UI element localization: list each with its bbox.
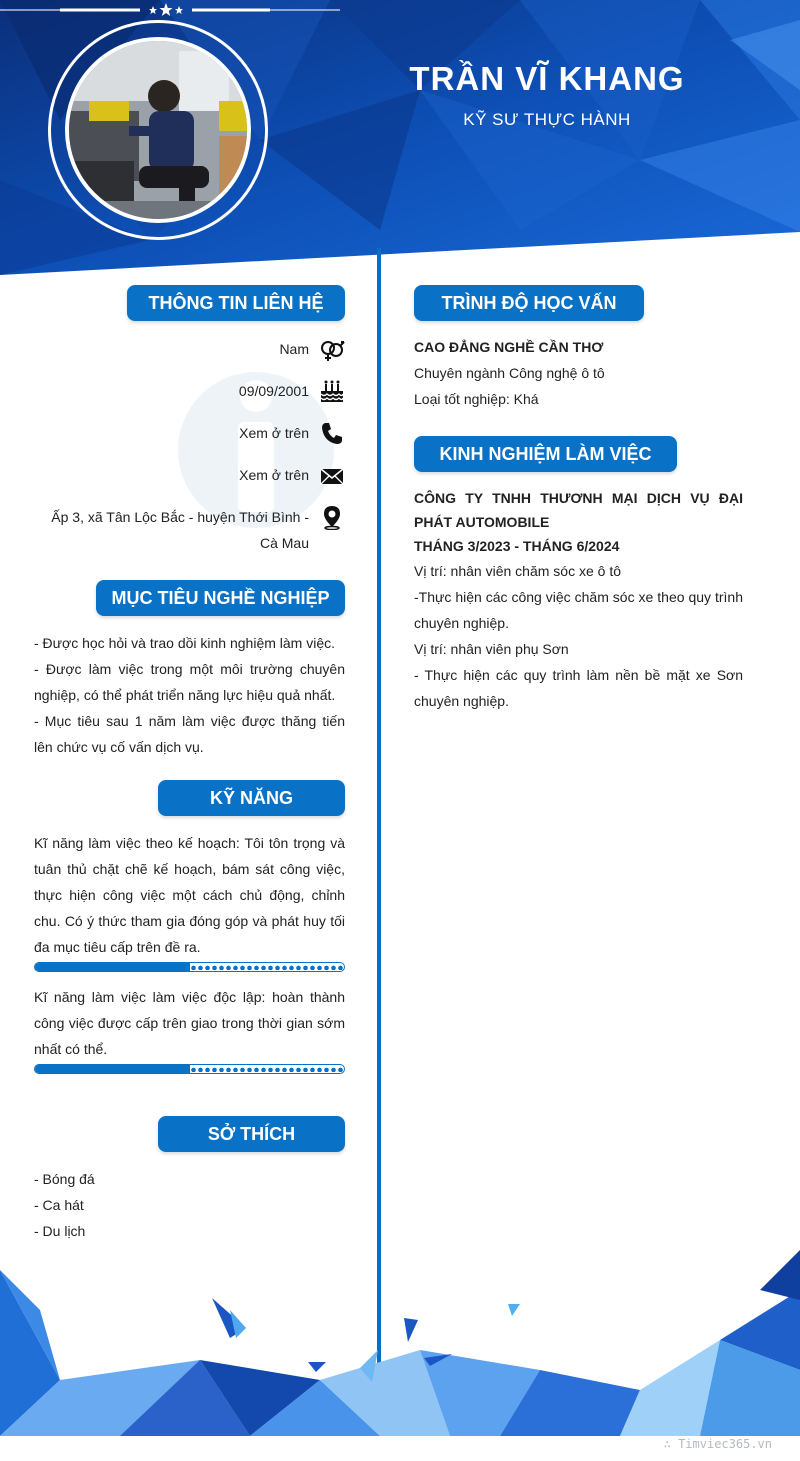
contact-address bbox=[45, 504, 345, 556]
contact-phone bbox=[239, 420, 345, 446]
skill-level-bar bbox=[34, 1064, 345, 1074]
skill-level-remaining bbox=[190, 964, 344, 970]
skill-level-bar bbox=[34, 962, 345, 972]
education-major: Chuyên ngành Công nghệ ô tô bbox=[414, 365, 605, 381]
gender-icon bbox=[319, 336, 345, 362]
skill-level-fill bbox=[35, 963, 190, 971]
hobbies-heading: SỞ THÍCH bbox=[158, 1116, 345, 1152]
hobby-item: - Bóng đá bbox=[34, 1171, 95, 1187]
objective-line: - Mục tiêu sau 1 năm làm việc được thăng tiến lên chức vụ cố vấn dịch vụ. bbox=[34, 713, 345, 755]
skill-description: Kĩ năng làm việc làm việc độc lập: hoàn thành công việc được cấp trên giao trong thời gian sớm nhất có thể. bbox=[34, 989, 345, 1057]
envelope-icon bbox=[319, 462, 345, 488]
skill-level-remaining bbox=[190, 1066, 344, 1072]
education-grade: Loại tốt nghiệp: Khá bbox=[414, 391, 539, 407]
skill-level-fill bbox=[35, 1065, 190, 1073]
contact-email bbox=[239, 462, 345, 488]
hobbies-list bbox=[34, 1166, 345, 1244]
header-banner bbox=[0, 0, 800, 280]
brand-watermark: ∴ Timviec365.vn bbox=[663, 1437, 772, 1451]
avatar-ring bbox=[48, 20, 268, 240]
avatar bbox=[65, 37, 251, 223]
phone-icon bbox=[319, 420, 345, 446]
experience-heading: KINH NGHIỆM LÀM VIỆC bbox=[414, 436, 677, 472]
contact-gender-text: Nam bbox=[279, 341, 309, 357]
candidate-name: TRẦN VĨ KHANG bbox=[409, 60, 685, 97]
experience-line: - Thực hiện các quy trình làm nền bề mặt xe Sơn chuyên nghiệp. bbox=[414, 667, 743, 709]
birthday-cake-icon bbox=[319, 378, 345, 404]
contact-phone-text: Xem ở trên bbox=[239, 425, 309, 441]
experience-period: THÁNG 3/2023 - THÁNG 6/2024 bbox=[414, 538, 620, 554]
experience-line: -Thực hiện các công việc chăm sóc xe theo quy trình chuyên nghiệp. bbox=[414, 589, 743, 631]
hobby-item: - Du lịch bbox=[34, 1223, 86, 1239]
education-school: CAO ĐẲNG NGHỀ CẦN THƠ bbox=[414, 339, 604, 355]
experience-line: Vị trí: nhân viên phụ Sơn bbox=[414, 641, 569, 657]
column-divider bbox=[377, 248, 381, 1392]
hobby-item: - Ca hát bbox=[34, 1197, 84, 1213]
experience-company: CÔNG TY TNHH THƯƠNH MẠI DỊCH VỤ ĐẠI PHÁT AUTOMOBILE bbox=[414, 490, 743, 530]
footer-decoration bbox=[0, 1250, 800, 1436]
contact-birthday bbox=[239, 378, 345, 404]
footer-polygons bbox=[0, 1250, 800, 1436]
skill-description: Kĩ năng làm việc theo kế hoạch: Tôi tôn trọng và tuân thủ chặt chẽ kế hoạch, bám sát công việc, thực hiện công việc một cách chủ động, chỉnh chu. Có ý thức tham gia đóng góp và phát huy tối đa mục tiêu cấp trên đề ra. bbox=[34, 835, 345, 955]
contact-birthday-text: 09/09/2001 bbox=[238, 383, 309, 399]
contact-gender bbox=[279, 336, 345, 362]
experience-line: Vị trí: nhân viên chăm sóc xe ô tô bbox=[414, 563, 621, 579]
objective-text bbox=[34, 630, 345, 760]
candidate-title: KỸ SƯ THỰC HÀNH bbox=[463, 110, 631, 129]
location-pin-icon bbox=[319, 504, 345, 530]
education-heading: TRÌNH ĐỘ HỌC VẤN bbox=[414, 285, 644, 321]
objective-line: - Được làm việc trong một môi trường chuyên nghiệp, có thể phát triển năng lực hiệu quả nhất. bbox=[34, 661, 345, 703]
objective-heading: MỤC TIÊU NGHỀ NGHIỆP bbox=[96, 580, 345, 616]
education-details bbox=[414, 334, 743, 412]
contact-email-text: Xem ở trên bbox=[239, 467, 309, 483]
title-star-divider bbox=[0, 0, 340, 20]
contact-heading: THÔNG TIN LIÊN HỆ bbox=[127, 285, 345, 321]
experience-details bbox=[414, 486, 743, 714]
contact-address-text: Ấp 3, xã Tân Lộc Bắc - huyện Thới Bình - Cà Mau bbox=[51, 509, 309, 551]
profile-photo bbox=[69, 41, 247, 219]
skills-heading: KỸ NĂNG bbox=[158, 780, 345, 816]
objective-line: - Được học hỏi và trao dồi kinh nghiệm làm việc. bbox=[34, 635, 336, 651]
